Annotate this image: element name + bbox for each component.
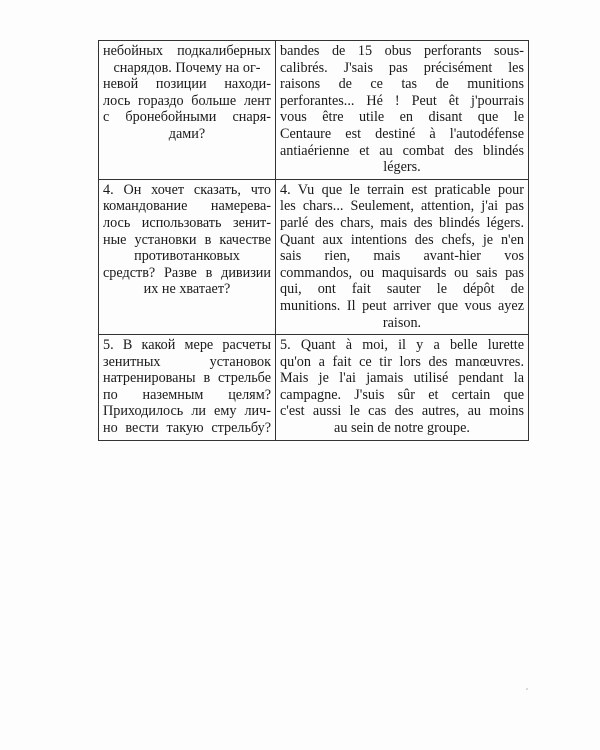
text-line: натренированы в стрельбе [103,370,271,387]
text-line: bandes de 15 obus perforants sous- [280,43,524,59]
text-line: les chars... Seulement, attention, j'ai pas [280,198,524,215]
text-line: небойных подкалиберных [103,43,271,59]
text-line: средств? Разве в дивизии [103,264,271,281]
text-line: снарядов. Почему на ог- [113,59,261,76]
text-line: munitions. Il peut arriver que vous ayez [280,297,524,314]
table-row [99,335,529,441]
text-line: au sein de notre groupe. [334,420,470,437]
text-line: raisons de ce tas de munitions [280,76,524,93]
text-line: невой позиции находи- [103,76,271,93]
text-line: но вести такую стрельбу? [103,420,271,437]
text-line: 4. Vu que le terrain est praticable pour [280,181,524,198]
text-line: их не хватает? [143,281,231,298]
text-line: c'est aussi le cas des autres, au moins [280,403,524,420]
text-line: 5. Quant à moi, il y a belle lurette [280,337,524,354]
text-line: commandos, ou maquisards ou sais pas [280,264,524,281]
text-line: дами? [168,125,206,142]
text-line: зенитных установок [103,353,271,370]
french-cell [276,41,529,180]
bilingual-table [98,40,529,441]
text-line: Centaure est destiné à l'autodéfense [280,125,524,142]
table-row [99,41,529,180]
text-line: qu'on a fait ce tir lors des manœuvres. [280,353,524,370]
text-line: 5. В какой мере расчеты [103,337,271,354]
text-line: Mais je l'ai jamais utilisé pendant la [280,370,524,387]
text-line: antiaérienne et au combat des blindés [280,142,524,159]
text-line: qui, ont fait sauter le dépôt de [280,281,524,298]
text-line: лось гораздо больше лент [103,92,271,109]
text-line: противотанковых [134,248,240,265]
text-line: Приходилось ли ему лич- [103,403,271,420]
text-line: с бронебойными снаря- [103,109,271,126]
text-line: ные установки в качестве [103,231,271,248]
french-cell [276,179,529,334]
text-line: sais rien, mais avant-hier vos [280,248,524,265]
text-line: raison. [382,314,422,331]
text-line: légers. [383,159,421,176]
text-line: campagne. J'suis sûr et certain que [280,386,524,403]
text-line: лось использовать зенит- [103,214,271,231]
french-cell [276,335,529,441]
text-line: 4. Он хочет сказать, что [103,181,271,198]
text-line: perforantes... Hé ! Peut êt j'pourrais [280,92,524,109]
scan-dot [526,688,528,690]
russian-cell [99,41,276,180]
text-line: командование намерева- [103,198,271,215]
russian-cell [99,179,276,334]
text-line: по наземным целям? [103,386,271,403]
text-line: parlé des chars, mais des blindés légers. [280,214,524,231]
text-line: vous être utile en disant que le [280,109,524,126]
text-line: calibrés. J'sais pas précisément les [280,59,524,76]
table-row [99,179,529,334]
russian-cell [99,335,276,441]
text-line: Quant aux intentions des chefs, je n'en [280,231,524,248]
